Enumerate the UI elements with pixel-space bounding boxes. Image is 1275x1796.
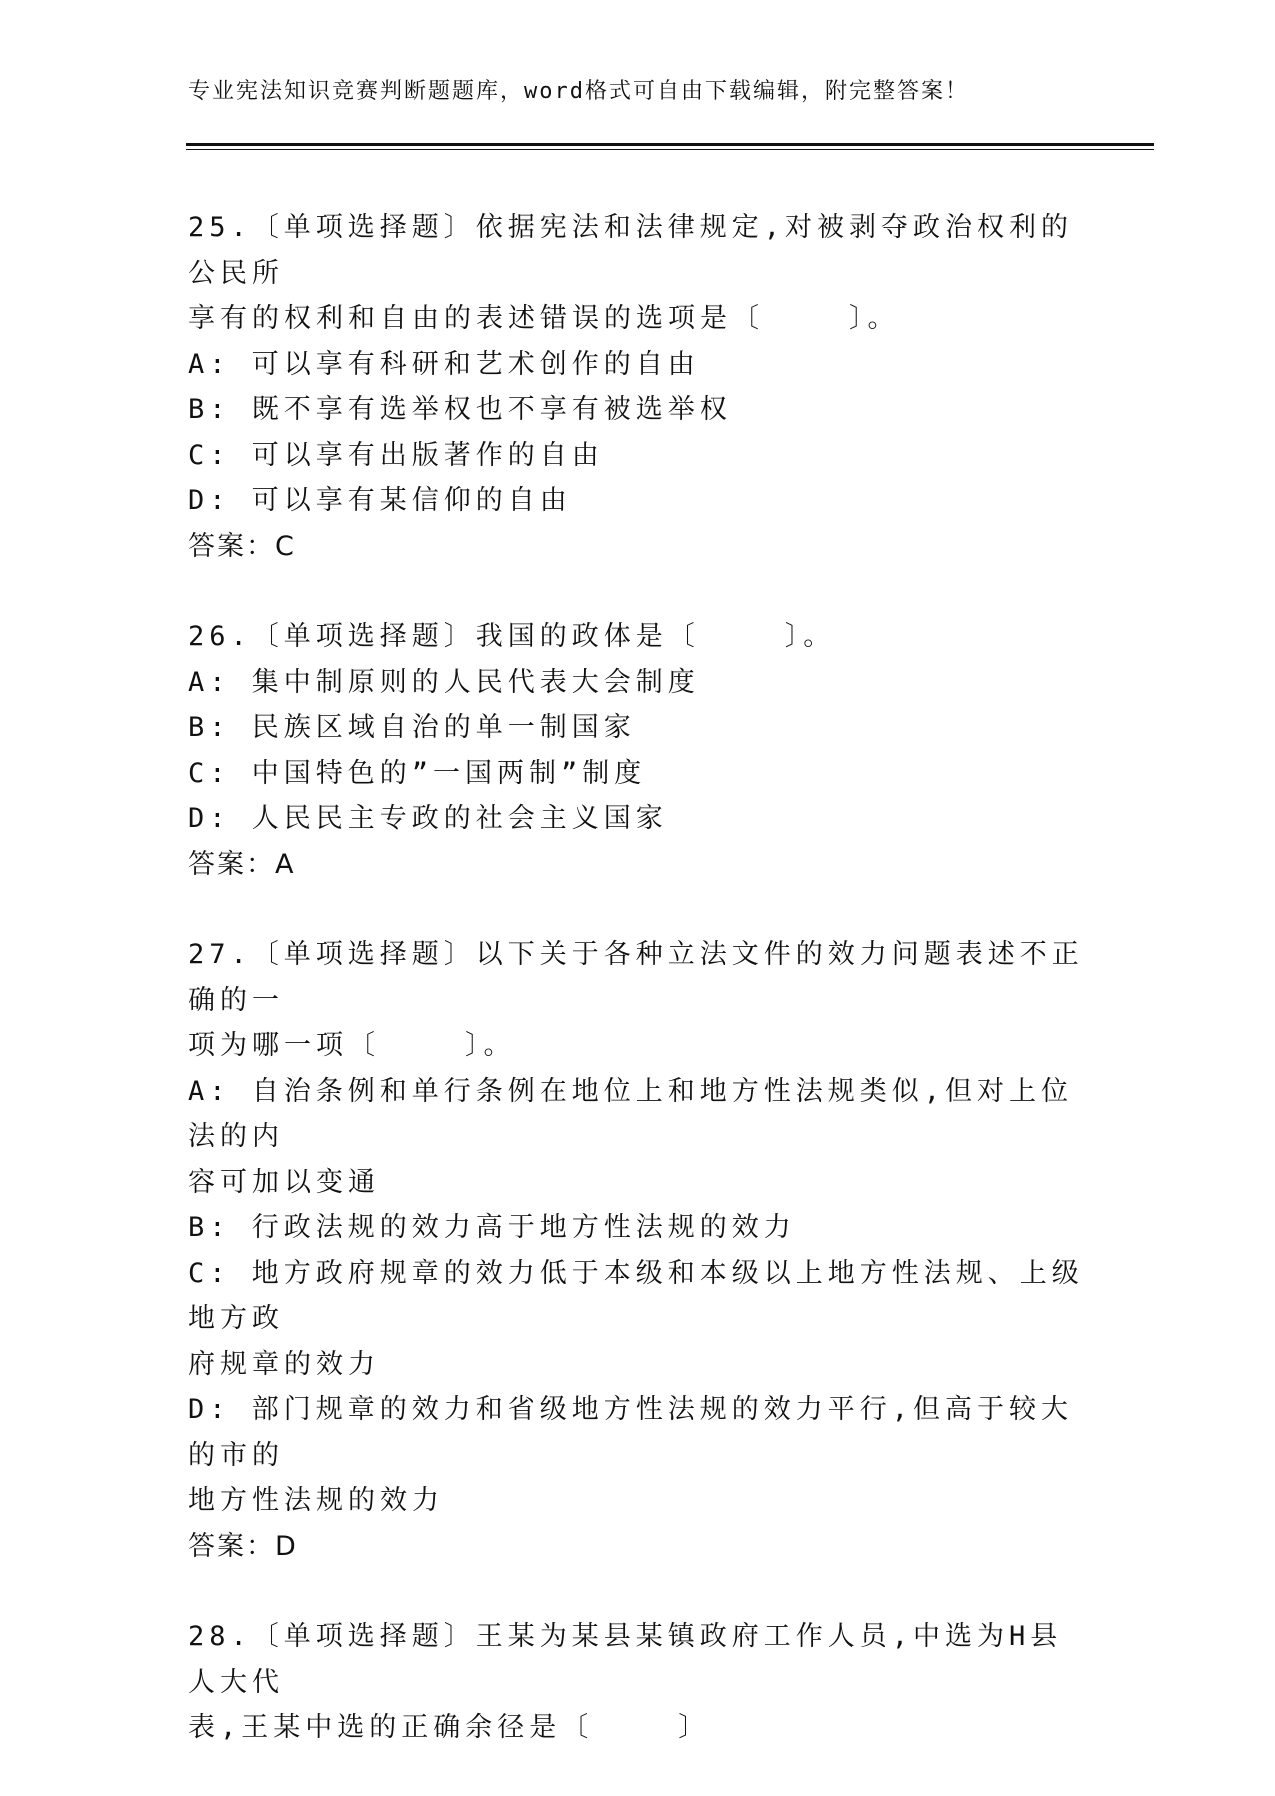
option-a: A: 可以享有科研和艺术创作的自由 [188, 348, 700, 380]
question-stem-line: 项为哪一项〔 〕。 [188, 1030, 516, 1061]
question-stem-line: 表,王某中选的正确余径是〔 〕 [188, 1712, 711, 1743]
question-25 [188, 205, 1088, 569]
option-d: D: 人民民主专政的社会主义国家 [188, 803, 668, 834]
option-b: B: 既不享有选举权也不享有被选举权 [188, 394, 732, 425]
header-rule-thin [186, 149, 1154, 150]
document-header: 专业宪法知识竞赛判断题题库，word格式可自由下载编辑，附完整答案！ [188, 79, 969, 104]
question-stem-line: 26.〔单项选择题〕我国的政体是〔 〕。 [188, 621, 836, 652]
answer-line: 答案：A [188, 848, 296, 880]
question-stem-line: 28.〔单项选择题〕王某为某县某镇政府工作人员,中选为H县人大代 [188, 1621, 1063, 1698]
option-b: B: 民族区域自治的单一制国家 [188, 712, 636, 743]
option-c-continued: 府规章的效力 [188, 1348, 380, 1380]
question-stem-line: 享有的权利和自由的表述错误的选项是〔 〕。 [188, 303, 900, 334]
option-c: C: 地方政府规章的效力低于本级和本级以上地方性法规、上级地方政 [188, 1257, 1084, 1334]
option-d-continued: 地方性法规的效力 [188, 1485, 444, 1516]
question-27 [188, 932, 1088, 1569]
option-b: B: 行政法规的效力高于地方性法规的效力 [188, 1212, 796, 1243]
question-26 [188, 614, 1088, 887]
header-rule-thick [186, 143, 1154, 146]
answer-line: 答案：D [188, 1530, 298, 1562]
question-list [188, 205, 1088, 1796]
question-stem-line: 27.〔单项选择题〕以下关于各种立法文件的效力问题表述不正确的一 [188, 939, 1084, 1016]
option-d: D: 部门规章的效力和省级地方性法规的效力平行,但高于较大的市的 [188, 1394, 1074, 1471]
option-a: A: 自治条例和单行条例在地位上和地方性法规类似,但对上位法的内 [188, 1075, 1074, 1152]
option-d: D: 可以享有某信仰的自由 [188, 485, 572, 516]
option-c: C: 中国特色的”一国两制”制度 [188, 757, 647, 789]
question-28 [188, 1614, 1088, 1751]
option-a: A: 集中制原则的人民代表大会制度 [188, 666, 700, 698]
option-a-continued: 容可加以变通 [188, 1166, 380, 1198]
answer-line: 答案：C [188, 530, 296, 562]
option-c: C: 可以享有出版著作的自由 [188, 439, 604, 471]
question-stem-line: 25.〔单项选择题〕依据宪法和法律规定,对被剥夺政治权利的公民所 [188, 212, 1074, 289]
